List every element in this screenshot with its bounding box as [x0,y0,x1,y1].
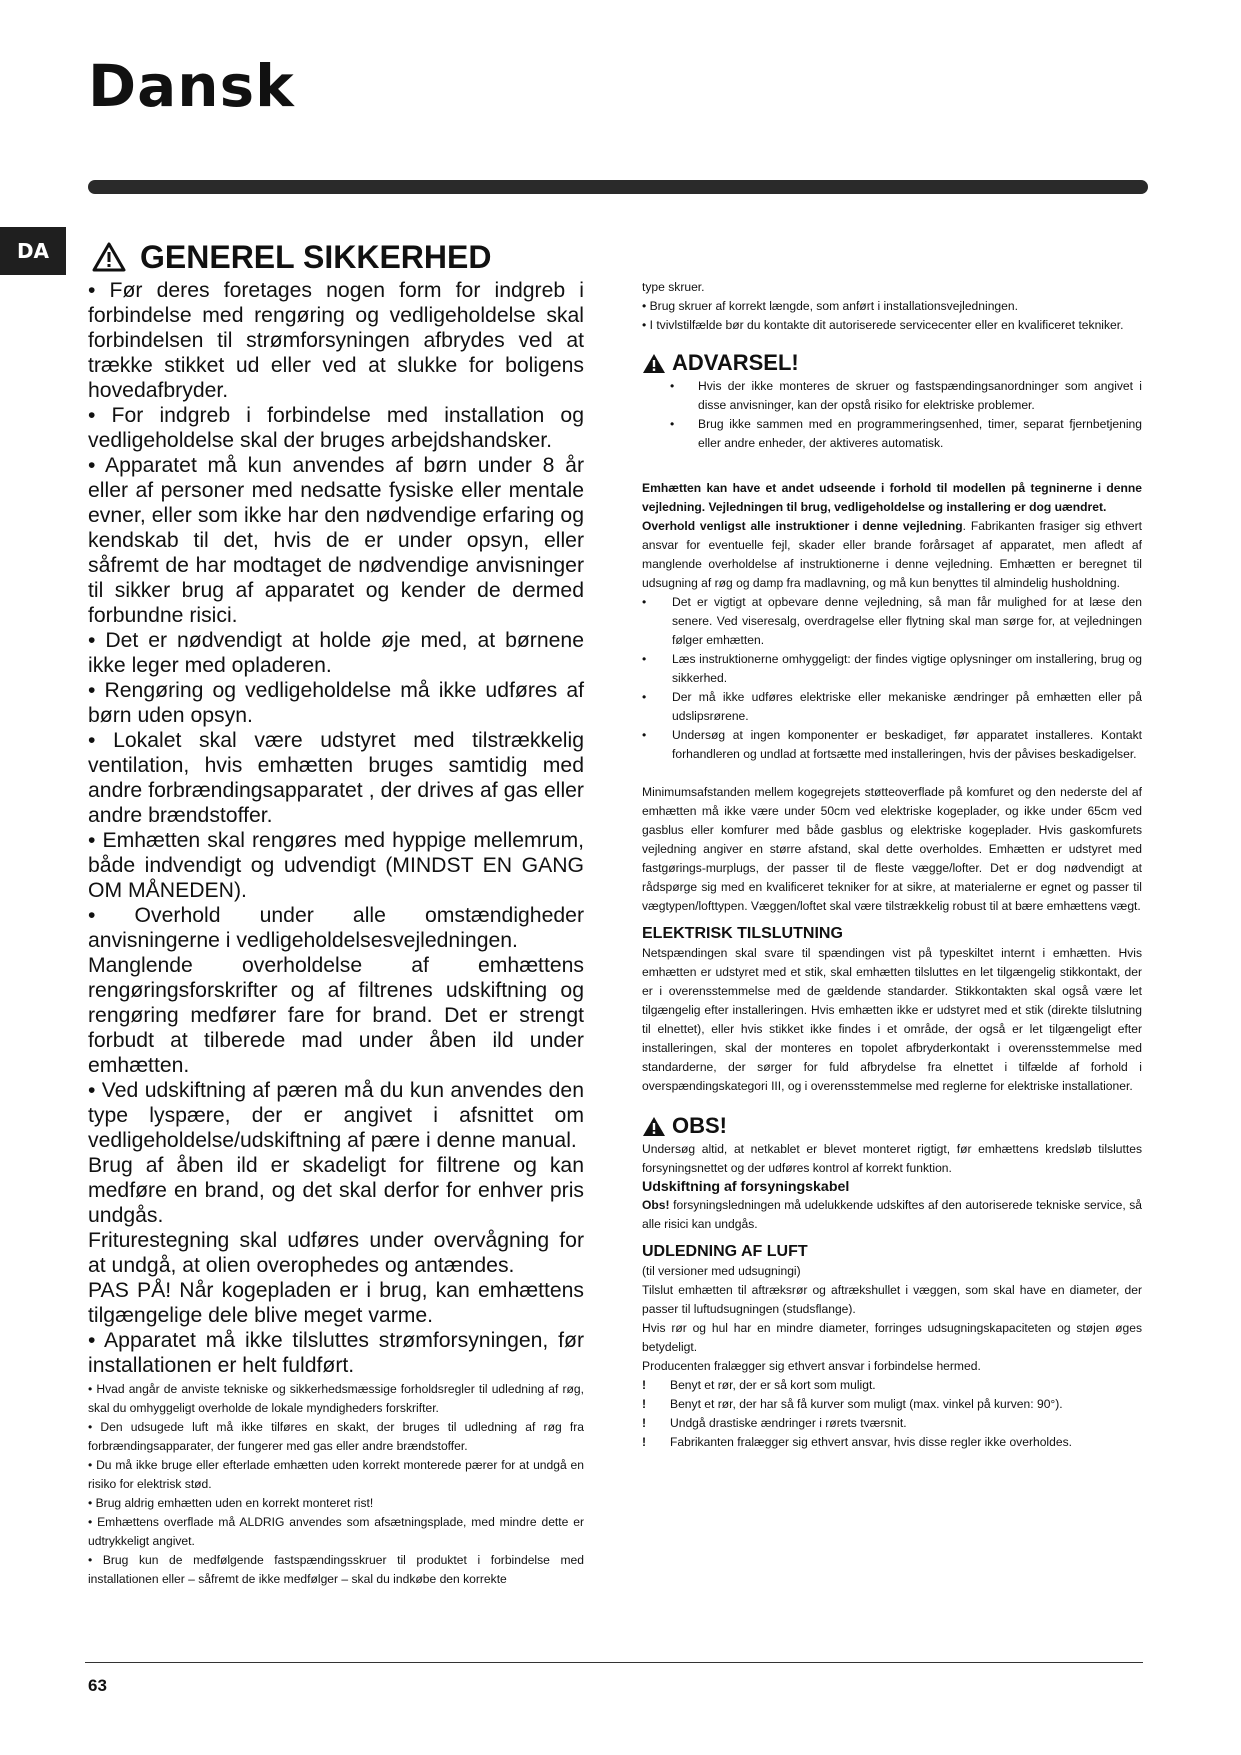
elektrisk-paragraph: Netspændingen skal svare til spændingen vist på typeskiltet internt i emhætten. Hvis emhætten er udstyret med et stik, skal emhætten tilsluttes en let tilgængelig stikkontakt, der er i overensstemmelse med de gældende standarder. Stikkontakten skal også være let tilgængelig efter installeringen. Hvis emhætten ikke er udstyret med et stik (direkte tilslutning til elnettet), eller hvis stikket ikke findes i et område, der også er let tilgængeligt efter installeringen, skal der monteres en topolet afbryderkontakt i overensstemmelse med standarderne, der sørger for fuld afbrydelse fra elnettet i tilfælde af forhold i overspændingskategori III, og i overensstemmelse med reglerne for elektriske installationer. [642,946,1142,1093]
bullet-item: • Læs instruktionerne omhyggeligt: der findes vigtige oplysninger om installering, brug og sikkerhed. [642,650,1142,688]
safety-paragraph: • Apparatet må kun anvendes af børn under 8 år eller af personer med nedsatte fysiske eller mentale evner, eller som ikke har den nødvendige erfaring og kendskab til det, hvis de er under opsyn, eller såfremt de har modtaget de nødvendige anvisninger til sikker brug af apparatet og kender de dermed forbundne risici. [88,454,584,627]
elektrisk-heading: ELEKTRISK TILSLUTNING [642,925,843,942]
safety-note: • Den udsugede luft må ikke tilføres en skakt, der bruges til udledning af røg fra forbrændingsapparater, der fungerer med gas eller andre brændstoffer. [88,1420,584,1453]
safety-paragraph: Manglende overholdelse af emhættens rengøringsforskrifter og af filtrenes udskiftning og rengøring medfører fare for brand. Det er strengt forbudt at tilberede mad under åben ild under emhætten. [88,954,584,1077]
exclamation-mark: ! [642,1435,647,1449]
footer-rule [85,1662,1143,1663]
udskiftning-bold: Obs! [642,1198,670,1212]
safety-paragraph: Friturestegning skal udføres under overvågning for at undgå, at olien overophedes og antændes. [88,1229,584,1277]
safety-note: • Emhættens overflade må ALDRIG anvendes som afsætningsplade, med mindre dette er udtrykkeligt angivet. [88,1515,584,1548]
exclamation-mark: ! [642,1397,647,1411]
bullet-item: • Der må ikke udføres elektriske eller mekaniske ændringer på emhætten eller på udslipsrørene. [642,688,1142,726]
safety-paragraph: • Det er nødvendigt at holde øje med, at børnene ikke leger med opladeren. [88,629,584,677]
warning-icon [642,353,666,374]
safety-paragraph: • Apparatet må ikke tilsluttes strømforsyningen, før installationen er helt fuldført. [88,1329,584,1377]
udledning-line: Tilslut emhætten til aftræksrør og aftrækshullet i væggen, som skal have en diameter, der passer til luftudsugningen (studsflange). [642,1283,1142,1316]
excl-item: ! Benyt et rør, der har så få kurver som muligt (max. vinkel på kurven: 90°). [642,1395,1142,1414]
exclamation-mark: ! [642,1416,647,1430]
safety-paragraph: • Rengøring og vedligeholdelse må ikke udføres af børn uden opsyn. [88,679,584,727]
left-column [88,238,584,1589]
safety-note: • Brug aldrig emhætten uden en korrekt monteret rist! [88,1496,374,1510]
exclamation-mark: ! [642,1378,647,1392]
safety-paragraph: • Før deres foretages nogen form for indgreb i forbindelse med rengøring og vedligeholdelse skal forbindelsen til strømforsyningen afbrydes ved at trække stikket ud eller ved at slukke for boligens hovedafbryder. [88,279,584,402]
page-title: Dansk [88,52,295,120]
bullet-mark: • [670,417,675,431]
intro-bold: Overhold venligst alle instruktioner i denne vejledning [642,519,963,533]
udskiftning-paragraph [642,1196,1142,1234]
bullet-item: • Undersøg at ingen komponenter er beskadiget, før apparatet installeres. Kontakt forhandleren og undlad at fortsætte med installeringen, hvis der påvises beskadigelser. [642,726,1142,764]
excl-item: ! Benyt et rør, der er så kort som muligt. [642,1376,1142,1395]
warning-icon [642,1116,666,1137]
udskiftning-rest: forsyningsledningen må udelukkende udskiftes af den autoriserede tekniske service, så alle risici kan undgås. [642,1198,1142,1231]
intro-paragraph [642,517,1142,593]
udledning-line: Producenten fralægger sig ethvert ansvar i forbindelse hermed. [642,1359,981,1373]
safety-paragraph: Brug af åben ild er skadeligt for filtrene og kan medføre en brand, og det skal derfor for enhver pris undgås. [88,1154,584,1227]
udledning-heading: UDLEDNING AF LUFT [642,1243,808,1260]
model-note: Emhætten kan have et andet udseende i forhold til modellen på tegninerne i denne vejledning. Vejledningen til brug, vedligeholdelse og installering er dog uændret. [642,481,1142,514]
intro-rest: . Fabrikanten frasiger sig ethvert ansvar for eventuelle fejl, skader eller brande forårsaget af apparatet, men afledt af manglende overholdelse af instruktionerne i denne vejledning. Emhætten er beregnet til udsugning af røg og damp fra madlavning, og må kun benyttes til almindelig husholdning. [642,519,1142,590]
warning-icon [92,242,126,272]
safety-paragraph: • Emhætten skal rengøres med hyppige mellemrum, både indvendigt og udvendigt (MINDST EN GANG OM MÅNEDEN). [88,829,584,902]
continued-text: • Brug skruer af korrekt længde, som anført i installationsvejledningen. [642,299,1018,313]
continued-text: • I tvivlstilfælde bør du kontakte dit autoriserede servicecenter eller en kvalificeret tekniker. [642,318,1124,332]
advarsel-item: • Hvis der ikke monteres de skruer og fastspændingsanordninger som angivet i disse anvisninger, kan der opstå risiko for elektriske problemer. [642,377,1142,415]
udskiftning-heading: Udskiftning af forsyningskabel [642,1179,850,1195]
heading-text: ADVARSEL! [672,350,799,375]
bullet-mark: • [642,690,647,704]
safety-note: • Brug kun de medfølgende fastspændingsskruer til produktet i forbindelse med installationen eller – såfremt de ikke medfølger – skal du indkøbe den korrekte [88,1553,584,1586]
udledning-line: Hvis rør og hul har en mindre diameter, forringes udsugningskapaciteten og støjen øges betydeligt. [642,1321,1142,1354]
continued-text: type skruer. [642,280,705,294]
safety-paragraph: • Overhold under alle omstændigheder anvisningerne i vedligeholdelsesvejledningen. [88,904,584,952]
heading-text: GENEREL SIKKERHED [140,239,492,275]
safety-paragraph: • Lokalet skal være udstyret med tilstrækkelig ventilation, hvis emhætten bruges samtidig med andre forbrændingsapparatet , der drives af gas eller andre brændstoffer. [88,729,584,827]
safety-paragraph: • For indgreb i forbindelse med installation og vedligeholdelse skal der bruges arbejdshandsker. [88,404,584,452]
bullet-mark: • [642,728,647,742]
right-column [642,278,1142,1452]
language-tab: DA [0,227,66,275]
page-number: 63 [88,1676,107,1695]
safety-paragraph: PAS PÅ! Når kogepladen er i brug, kan emhættens tilgængelige dele blive meget varme. [88,1279,584,1327]
udledning-line: (til versioner med udsugningi) [642,1264,801,1278]
header-rule [88,180,1148,194]
excl-item: ! Fabrikanten fralægger sig ethvert ansvar, hvis disse regler ikke overholdes. [642,1433,1142,1452]
bullet-mark: • [670,379,675,393]
generel-sikkerhed-heading [92,238,584,276]
bullet-mark: • [642,595,647,609]
bullet-mark: • [642,652,647,666]
safety-note: • Hvad angår de anviste tekniske og sikkerhedsmæssige forholdsregler til udledning af røg, skal du omhyggeligt overholde de lokale myndigheders forskrifter. [88,1382,584,1415]
excl-item: ! Undgå drastiske ændringer i rørets tværsnit. [642,1414,1142,1433]
advarsel-item: • Brug ikke sammen med en programmeringsenhed, timer, separat fjernbetjening eller andre enheder, der aktiveres automatisk. [642,415,1142,453]
safety-paragraph: • Ved udskiftning af pæren må du kun anvendes den type lyspære, der er angivet i afsnittet om vedligeholdelse/udskiftning af pære i denne manual. [88,1079,584,1152]
obs-paragraph: Undersøg altid, at netkablet er blevet monteret rigtigt, før emhættens kredsløb tilsluttes forsyningsnettet og der udføres kontrol af korrekt funktion. [642,1142,1142,1175]
safety-note: • Du må ikke bruge eller efterlade emhætten uden korrekt monterede pærer for at undgå en risiko for elektrisk stød. [88,1458,584,1491]
heading-text: OBS! [672,1113,727,1138]
obs-heading [642,1112,1142,1140]
min-distance-paragraph: Minimumsafstanden mellem kogegrejets støtteoverflade på komfuret og den nederste del af emhætten må ikke være under 50cm ved elektriske kogeplader, og ikke under 65cm ved gasblus eller komfurer med både gasblus og elektriske kogeplader. Hvis gaskomfurets vejledning angiver en større afstand, skal dette overholdes. Emhætten er udstyret med fastgørings-murplugs, der passer til de fleste vægge/lofter. Det er dog nødvendigt at rådspørge sig med en kvalificeret tekniker for at sikre, at materialerne er egnet og passer til vægtypen/lofttypen. Væggen/loftet skal være tilstrækkelig robust til at bære emhættens vægt. [642,785,1142,913]
advarsel-heading [642,349,1142,377]
bullet-item: • Det er vigtigt at opbevare denne vejledning, så man får mulighed for at læse den senere. Ved viseresalg, overdragelse eller flytning skal man sørge for, at vejledningen følger emhætten. [642,593,1142,650]
